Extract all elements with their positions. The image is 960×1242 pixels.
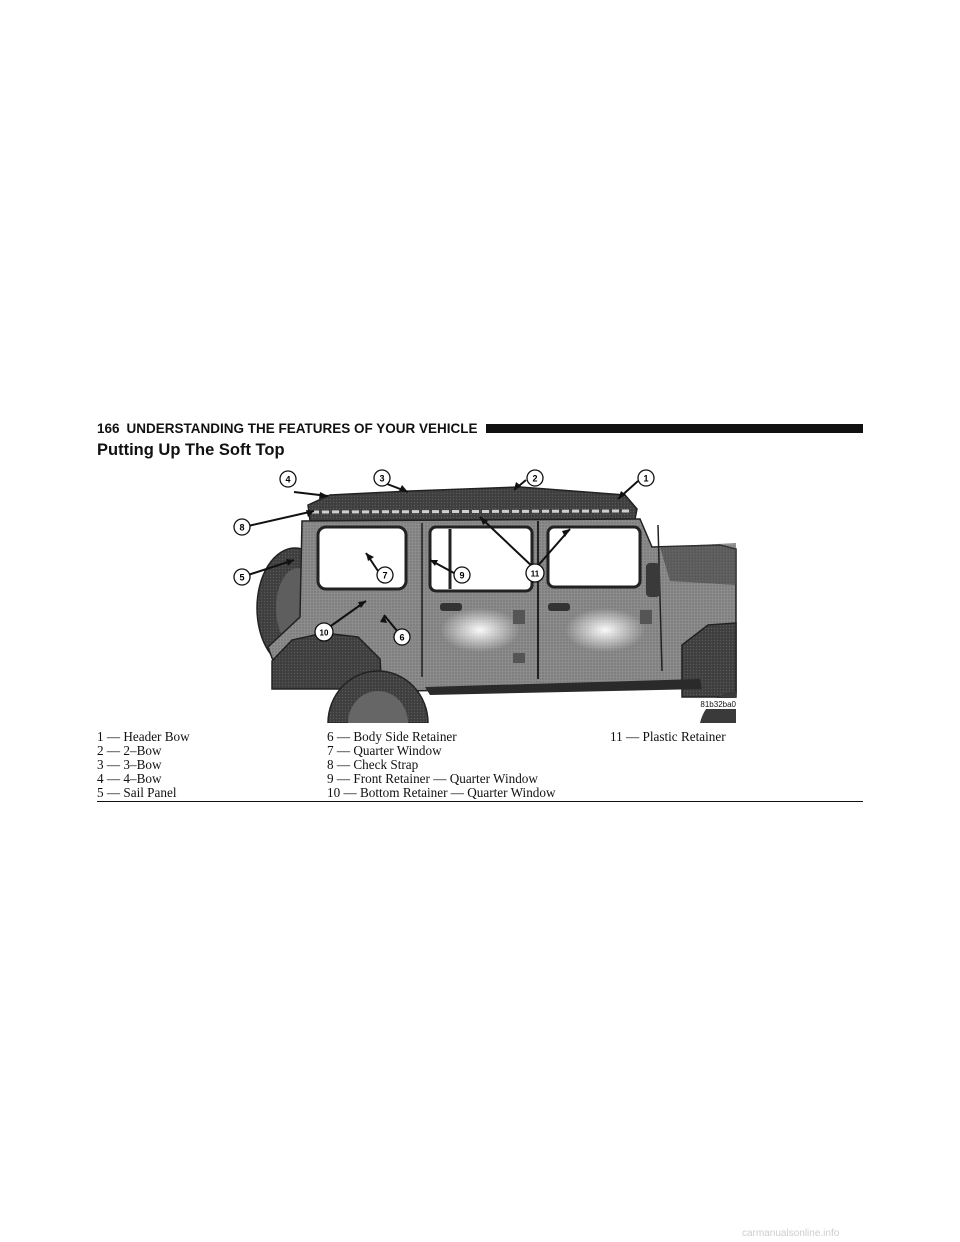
page-title: Putting Up The Soft Top	[97, 441, 285, 459]
legend-rule	[97, 801, 863, 802]
legend-item: 8 — Check Strap	[327, 757, 419, 772]
svg-text:10: 10	[319, 628, 329, 638]
side-mirror	[646, 563, 660, 597]
callout-1	[638, 470, 654, 486]
front-door-window	[548, 527, 640, 587]
callout-9	[454, 567, 470, 583]
legend-item: 9 — Front Retainer — Quarter Window	[327, 771, 538, 786]
svg-text:6: 6	[399, 632, 405, 643]
svg-text:5: 5	[239, 572, 245, 583]
vehicle-illustration	[230, 465, 738, 723]
soft-top-figure	[230, 465, 738, 723]
legend-column-1	[97, 730, 190, 800]
soft-top-roof	[308, 487, 637, 521]
legend-item: 5 — Sail Panel	[97, 785, 177, 800]
legend-item: 11 — Plastic Retainer	[610, 729, 726, 744]
svg-text:8: 8	[239, 522, 245, 533]
legend-item: 2 — 2–Bow	[97, 743, 162, 758]
svg-text:2: 2	[532, 473, 538, 484]
rear-door-window	[430, 527, 532, 591]
svg-text:4: 4	[285, 474, 291, 485]
svg-text:9: 9	[459, 570, 465, 581]
legend-item: 3 — 3–Bow	[97, 757, 162, 772]
legend-item: 10 — Bottom Retainer — Quarter Window	[327, 785, 556, 800]
callout-8	[234, 519, 250, 535]
legend-item: 6 — Body Side Retainer	[327, 729, 457, 744]
callout-10	[315, 623, 333, 641]
callout-5	[234, 569, 250, 585]
svg-text:7: 7	[382, 570, 388, 581]
svg-text:11: 11	[530, 569, 540, 579]
legend-item: 1 — Header Bow	[97, 729, 190, 744]
section-title: UNDERSTANDING THE FEATURES OF YOUR VEHICLE	[126, 420, 478, 436]
callout-4	[280, 471, 296, 487]
page-number: 166	[97, 420, 120, 436]
legend-column-3	[610, 730, 726, 744]
running-header	[97, 420, 863, 436]
svg-text:3: 3	[379, 473, 385, 484]
callout-2	[527, 470, 543, 486]
callout-6	[394, 629, 410, 645]
watermark-logo: carmanualsonline.info	[742, 1228, 840, 1239]
callout-7	[377, 567, 393, 583]
callout-11	[526, 564, 544, 582]
header-bar	[486, 424, 863, 433]
callout-3	[374, 470, 390, 486]
figure-code: 81b32ba0	[700, 700, 736, 709]
svg-text:1: 1	[643, 473, 649, 484]
quarter-window	[318, 527, 406, 589]
legend-column-2	[327, 730, 556, 800]
legend-item: 4 — 4–Bow	[97, 771, 162, 786]
legend-item: 7 — Quarter Window	[327, 743, 442, 758]
